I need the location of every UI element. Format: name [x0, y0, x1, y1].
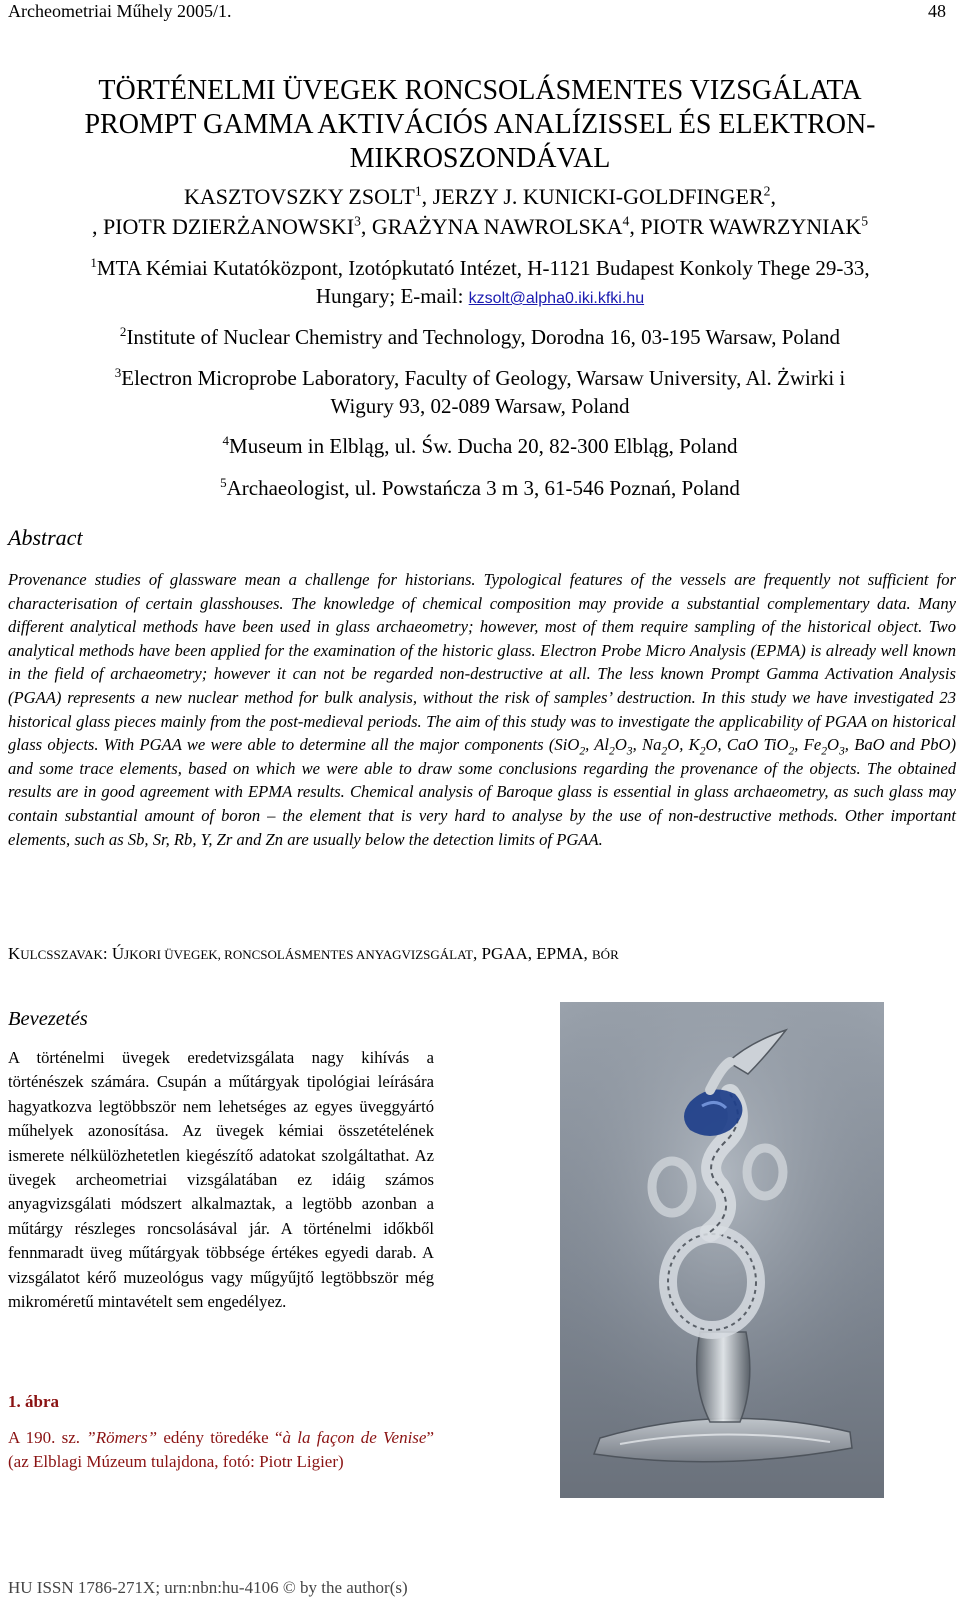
abstract-body: Provenance studies of glassware mean a challenge for historians. Typological features of the vessels are frequently not sufficient for characterisation of certain glasshouses. The knowledge of chemical composition may provide a substantial complementary data. Many different analytical methods have been used in glass archaeometry; however, most of them require sampling of the historical object. Two analytical methods have been applied for the examination of the historic glass. Electron Probe Micro Analysis (EPMA) is already well known in the field of archaeometry; however it can not be regarded non-destructive at all. The less known Prompt Gamma Activation Analysis (PGAA) represents a new nuclear method for bulk analysis, without the risk of samples’ destruction. In this study we have investigated 23 historical glass pieces mainly from the post-medieval periods. The aim of this study was to investigate the applicability of PGAA on historical glass objects. With PGAA we were able to determine all the major components (SiO$_2$, $Al_2O_3$, $Na_2O$, $K_2O$, CaO TiO$_2$, $Fe_2O_3$, BaO and PbO) and some trace elements, based on which we were able to draw some conclusions regarding the provenance of the objects. The obtained results are in good agreement with EPMA results. Chemical analysis of Baroque glass is essential in glass archaeometry, as such glass may contain substantial amount of boron – the element that is very hard to analyse by the use of non-destructive methods. Other important elements, such as Sb, Sr, Rb, Y, Zr and Zn are usually below the detection limits of PGAA.	[8, 570, 957, 849]
aff-text: Archaeologist, ul. Powstańcza 3 m 3, 61-546 Poznań, Poland	[226, 476, 740, 500]
author-sup: 3	[354, 213, 361, 229]
abstract-heading: Abstract	[8, 525, 83, 550]
author-name: , PIOTR WAWRZYNIAK	[629, 214, 862, 239]
paper-title	[0, 74, 960, 176]
author-sup: 4	[622, 213, 630, 229]
aff-sup: 5	[220, 475, 227, 490]
email-link[interactable]: kzsolt@alpha0.iki.kfki.hu	[468, 290, 645, 307]
aff-sup: 3	[114, 365, 122, 380]
aff-text: MTA Kémiai Kutatóközpont, Izotópkutató Intézet, H-1121 Budapest Konkoly Thege 29-33,	[96, 256, 870, 280]
affiliation-4	[0, 432, 960, 460]
page-number: 48	[928, 1, 946, 21]
caption-text: à la façon de Venise	[282, 1428, 427, 1447]
affiliation-2	[0, 323, 960, 351]
keywords	[8, 944, 619, 964]
aff-sup: 4	[222, 433, 230, 448]
journal-header: Archeometriai Műhely 2005/1.	[8, 1, 232, 21]
glass-goblet-photo	[560, 1002, 884, 1498]
aff-text: Wigury 93, 02-089 Warsaw, Poland	[330, 394, 630, 418]
kw-text: ULCSSZAVAK	[20, 947, 103, 962]
aff-sup: 2	[119, 324, 127, 339]
caption-text: edény töredéke “	[157, 1428, 283, 1447]
author-sup: 5	[861, 213, 869, 229]
footer-issn: HU ISSN 1786-271X; urn:nbn:hu-4106 © by the author(s)	[8, 1578, 408, 1597]
abstract-text: Provenance studies of glassware mean a challenge for historians. Typological features of the vessels are frequently not sufficient for characterisation of certain glasshouses. The knowledge of chemical composition may provide a substantial complementary data. Many different analytical methods have been used in glass archaeometry; however, most of them require sampling of the historical object. Two analytical methods have been applied for the examination of the historic glass. Electron Probe Micro Analysis (EPMA) is already well known in the field of archaeometry; however it can not be regarded non-destructive at all. The less known Prompt Gamma Activation Analysis (PGAA) represents a new nuclear method for bulk analysis, without the risk of samples’ destruction. In this study we have investigated 23 historical glass pieces mainly from the post-medieval periods. The aim of this study was to investigate the applicability of PGAA on historical glass objects. With PGAA we were able to determine all the major components (SiO	[8, 570, 956, 755]
author-name: , PIOTR DZIERŻANOWSKI	[91, 214, 355, 239]
title-line: PROMPT GAMMA AKTIVÁCIÓS ANALÍZISSEL ÉS ELEKTRON-	[84, 109, 876, 140]
author-sup: 1	[414, 183, 422, 199]
affiliation-3	[0, 364, 960, 420]
author-name: , JERZY J. KUNICKI-GOLDFINGER	[421, 184, 764, 209]
aff-sup: 1	[90, 255, 97, 270]
author-name: , GRAŻYNA NAWROLSKA	[360, 214, 623, 239]
caption-text: ”Römers”	[86, 1428, 158, 1447]
aff-text: Hungary; E-mail:	[315, 284, 469, 308]
aff-text: Museum in Elbląg, ul. Św. Ducha 20, 82-300 Elbląg, Poland	[229, 434, 738, 458]
section-heading: Bevezetés	[8, 1008, 88, 1030]
figure-caption	[8, 1426, 434, 1474]
aff-text: Institute of Nuclear Chemistry and Technology, Dorodna 16, 03-195 Warsaw, Poland	[126, 325, 841, 349]
kw-text: : Ú	[102, 944, 125, 963]
kw-text: K	[8, 944, 21, 963]
title-line: MIKROSZONDÁVAL	[349, 143, 611, 174]
caption-text: ” (az Elblagi Múzeum tulajdona, fotó: Piotr Ligier)	[8, 1428, 435, 1471]
author-name: KASZTOVSZKY ZSOLT	[184, 184, 415, 209]
figure-label: 1. ábra	[8, 1392, 59, 1411]
title-line: TÖRTÉNELMI ÜVEGEK RONCSOLÁSMENTES VIZSGÁLATA	[98, 75, 862, 106]
kw-text: JKORI ÜVEGEK, RONCSOLÁSMENTES ANYAGVIZSGÁLAT	[124, 947, 473, 962]
author-list: KASZTOVSZKY ZSOLT$^1$, JERZY J. KUNICKI-GOLDFINGER$^2$, , PIOTR DZIERŻANOWSKI$^3$, GRAŻYNA NAWROLSKA$^4$, PIOTR WAWRZYNIAK$^5$	[91, 183, 869, 239]
abstract-text: BaO and PbO) and some trace elements, based on which we were able to draw some conclusions regarding the provenance of the objects. The obtained results are in good agreement with EPMA results. Chemical analysis of Baroque glass is essential in glass archaeometry, as such glass may contain substantial amount of boron – the element that is very hard to analyse by the use of non-destructive methods. Other important elements, such as Sb, Sr, Rb, Y, Zr and Zn are usually below the detection limits of PGAA.	[8, 735, 957, 849]
aff-text: Electron Microprobe Laboratory, Faculty of Geology, Warsaw University, Al. Żwirki i	[121, 366, 846, 390]
affiliation-1	[0, 254, 960, 313]
author-sup: 2	[763, 183, 771, 199]
intro-paragraph: A történelmi üvegek eredetvizsgálata nagy kihívás a történészek számára. Csupán a műtárgyak tipológiai leírására hagyatkozva legtöbbször nem lehetséges az egyes üveggyártó műhelyek azonosítása. Az üvegek kémiai összetételének ismerete nélkülözhetetlen kiegészítő adatokat szolgáltathat. Az üvegek archeometriai vizsgálatában ez idáig számos anyagvizsgálati módszert alkalmaztak, a legtöbb azonban a műtárgy részleges roncsolásával jár. A történelmi időkből fennmaradt üveg műtárgyak többsége értékes egyedi darab. A vizsgálatot kérő muzeológus vagy műgyűjtő legtöbbször még mikroméretű mintavételt sem engedélyez.	[8, 1048, 434, 1312]
kw-text: BÓR	[592, 947, 619, 962]
affiliation-5	[0, 474, 960, 502]
caption-text: A 190. sz.	[8, 1428, 87, 1447]
kw-text: , PGAA, EPMA,	[472, 944, 593, 963]
